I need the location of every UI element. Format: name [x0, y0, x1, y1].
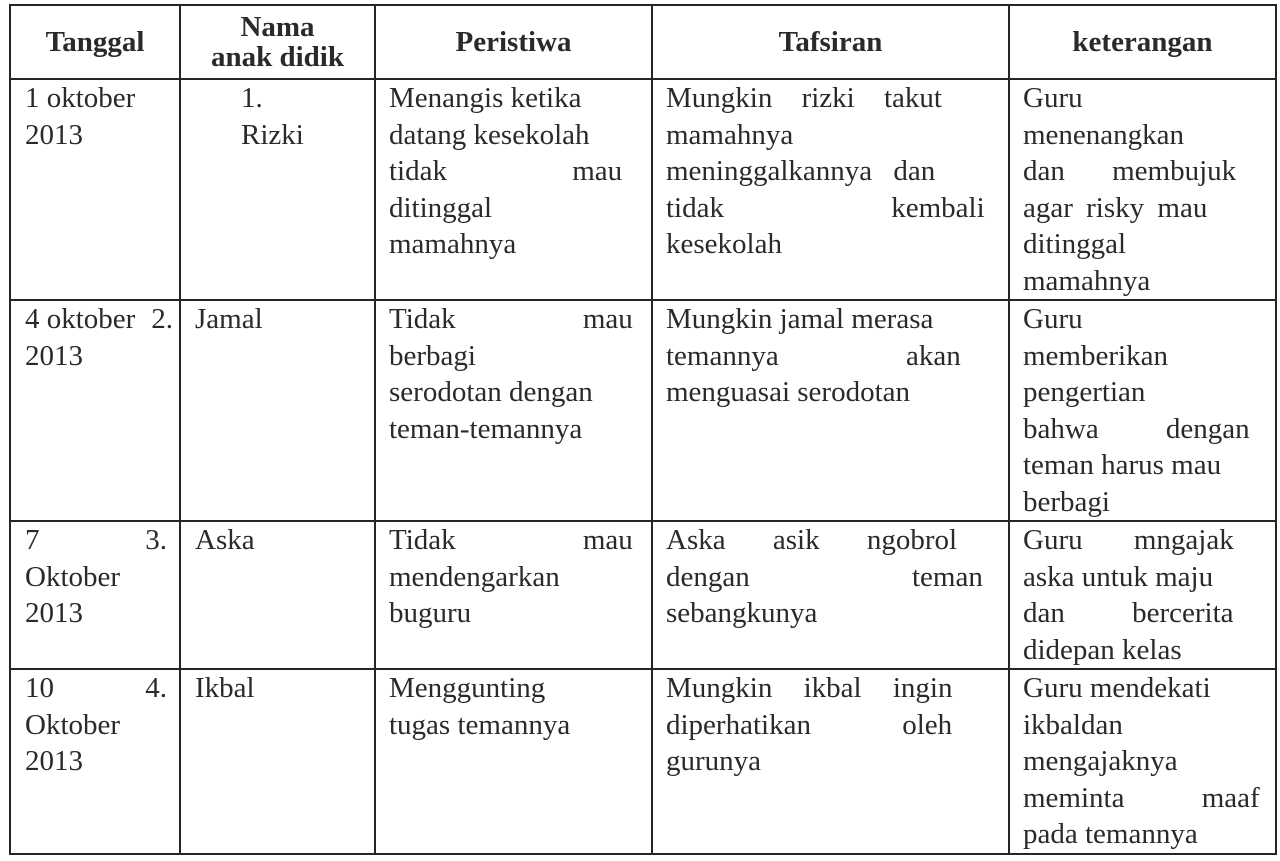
table-row	[10, 300, 1276, 521]
date-line3: 2013	[25, 745, 83, 777]
date-cell	[10, 300, 180, 521]
tafsiran-cell	[652, 79, 1009, 300]
peristiwa-line: ditinggal	[389, 191, 493, 224]
date-line1: 1 oktober	[25, 82, 136, 114]
tafsiran-line: sebangkunya	[666, 597, 818, 629]
keterangan-line: memberikan	[1023, 339, 1168, 372]
peristiwa-line: buguru	[389, 597, 472, 629]
date-line1: 7	[25, 524, 40, 556]
date-cell	[10, 521, 180, 669]
tafsiran-line: Mungkin ikbal ingin	[666, 672, 953, 704]
tafsiran-line: meninggalkannya dan	[666, 155, 936, 187]
header-peristiwa: Peristiwa	[375, 5, 652, 79]
keterangan-line: didepan kelas	[1023, 633, 1182, 666]
name-cell	[180, 669, 375, 854]
name-cell	[180, 521, 375, 669]
table-row	[10, 521, 1276, 669]
keterangan-line: Guru	[1023, 82, 1083, 114]
tafsiran-cell	[652, 521, 1009, 669]
row-number: 1.	[241, 82, 263, 114]
table-row	[10, 669, 1276, 854]
header-row	[10, 5, 1276, 79]
keterangan-cell	[1009, 79, 1276, 300]
tafsiran-line: mamahnya	[666, 118, 794, 151]
peristiwa-line: Tidak mau	[389, 524, 633, 556]
keterangan-line: ikbaldan	[1023, 708, 1123, 741]
keterangan-line: dan membujuk	[1023, 155, 1237, 187]
header-keterangan: keterangan	[1009, 5, 1276, 79]
tafsiran-line: diperhatikan oleh	[666, 708, 953, 741]
student-name: Aska	[195, 524, 255, 556]
name-cell	[180, 79, 375, 300]
header-nama	[180, 5, 375, 79]
keterangan-line: Guru	[1023, 303, 1083, 335]
tafsiran-line: gurunya	[666, 745, 762, 777]
peristiwa-line: teman-temannya	[389, 412, 583, 445]
keterangan-line: Guru mngajak	[1023, 524, 1234, 556]
row-number: 3.	[145, 524, 167, 556]
header-tanggal: Tanggal	[10, 5, 180, 79]
row-number: 2.	[151, 303, 173, 335]
date-line1: 10	[25, 672, 54, 704]
name-cell	[180, 300, 375, 521]
peristiwa-line: Menggunting	[389, 672, 546, 704]
peristiwa-line: mendengarkan	[389, 560, 560, 593]
peristiwa-line: datang kesekolah	[389, 118, 590, 151]
keterangan-line: mengajaknya	[1023, 745, 1178, 777]
tafsiran-line: menguasai serodotan	[666, 376, 911, 408]
keterangan-cell	[1009, 300, 1276, 521]
date-line2: 2013	[25, 118, 83, 151]
student-name: Rizki	[241, 118, 304, 151]
keterangan-line: menenangkan	[1023, 118, 1185, 151]
keterangan-line: berbagi	[1023, 485, 1110, 518]
peristiwa-line: tidak mau	[389, 155, 623, 187]
header-tafsiran: Tafsiran	[652, 5, 1009, 79]
student-name: Jamal	[195, 303, 263, 335]
tafsiran-line: temannya akan	[666, 339, 961, 372]
keterangan-line: meminta maaf	[1023, 781, 1260, 814]
keterangan-line: pengertian	[1023, 376, 1146, 408]
keterangan-line: teman harus mau	[1023, 449, 1222, 481]
tafsiran-cell	[652, 300, 1009, 521]
keterangan-line: mamahnya	[1023, 264, 1151, 297]
tafsiran-line: Mungkin jamal merasa	[666, 303, 934, 335]
peristiwa-cell	[375, 300, 652, 521]
peristiwa-cell	[375, 79, 652, 300]
date-cell	[10, 669, 180, 854]
keterangan-line: bahwa dengan	[1023, 412, 1250, 445]
peristiwa-line: serodotan dengan	[389, 376, 593, 408]
peristiwa-line: berbagi	[389, 339, 476, 372]
keterangan-line: aska untuk maju	[1023, 560, 1214, 593]
date-line2: 2013	[25, 339, 83, 372]
keterangan-line: dan bercerita	[1023, 597, 1234, 629]
date-line2: Oktober	[25, 560, 121, 593]
tafsiran-line: Aska asik ngobrol	[666, 524, 958, 556]
tafsiran-line: kesekolah	[666, 228, 782, 260]
peristiwa-line: Menangis ketika	[389, 82, 582, 114]
row-number: 4.	[145, 672, 167, 704]
tafsiran-cell	[652, 669, 1009, 854]
observation-table	[9, 4, 1277, 855]
student-name: Ikbal	[195, 672, 255, 704]
tafsiran-line: Mungkin rizki takut	[666, 82, 942, 114]
date-line2: Oktober	[25, 708, 121, 741]
tafsiran-line: dengan teman	[666, 560, 983, 593]
header-nama-line1: Nama	[240, 11, 315, 43]
peristiwa-line: mamahnya	[389, 228, 517, 260]
header-nama-line2: anak didik	[210, 41, 344, 73]
keterangan-cell	[1009, 521, 1276, 669]
peristiwa-line: tugas temannya	[389, 708, 571, 741]
tafsiran-line: tidak kembali	[666, 191, 985, 224]
peristiwa-cell	[375, 521, 652, 669]
peristiwa-cell	[375, 669, 652, 854]
keterangan-line: agar risky mau	[1023, 191, 1208, 224]
keterangan-line: pada temannya	[1023, 818, 1198, 850]
table-row	[10, 79, 1276, 300]
date-line1: 4 oktober	[25, 303, 136, 335]
date-line3: 2013	[25, 597, 83, 629]
keterangan-line: ditinggal	[1023, 228, 1127, 260]
keterangan-line: Guru mendekati	[1023, 672, 1211, 704]
date-cell	[10, 79, 180, 300]
peristiwa-line: Tidak mau	[389, 303, 633, 335]
keterangan-cell	[1009, 669, 1276, 854]
